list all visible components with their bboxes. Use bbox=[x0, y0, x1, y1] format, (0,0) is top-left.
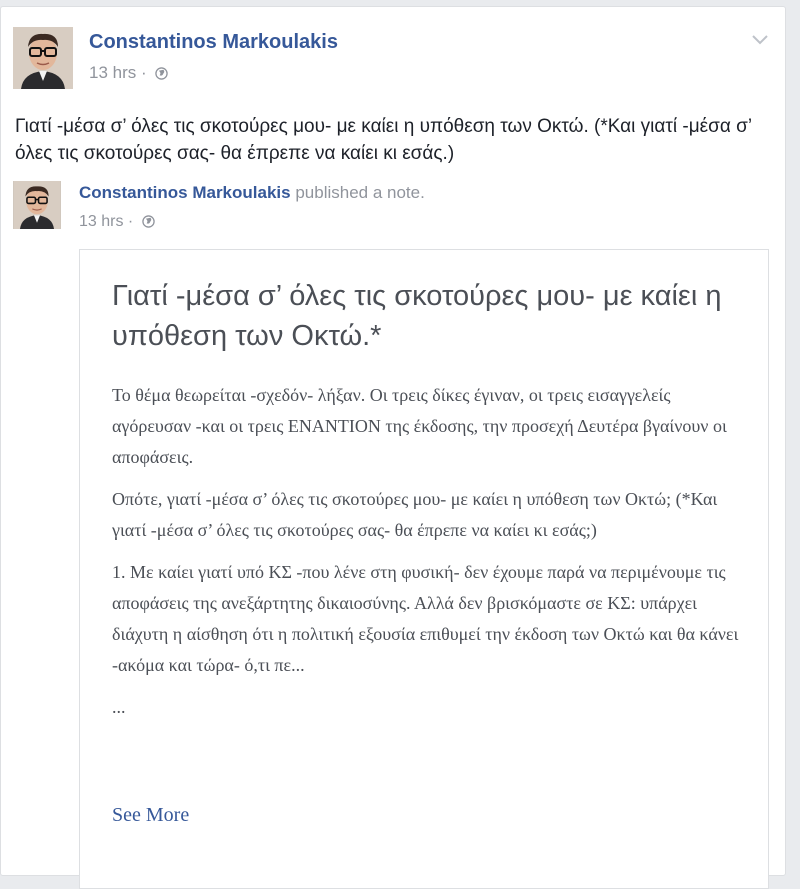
post-author-name[interactable]: Constantinos Markoulakis bbox=[89, 31, 338, 53]
shared-meta bbox=[79, 213, 155, 233]
meta-separator: · bbox=[140, 63, 147, 82]
shared-author-avatar[interactable] bbox=[13, 181, 61, 229]
note-body bbox=[112, 380, 742, 734]
globe-icon[interactable] bbox=[155, 65, 168, 85]
chevron-down-icon[interactable] bbox=[751, 33, 769, 45]
shared-author-name[interactable]: Constantinos Markoulakis bbox=[79, 183, 291, 202]
globe-icon[interactable] bbox=[142, 215, 155, 233]
note-paragraph: 1. Με καίει γιατί υπό ΚΣ -που λένε στη φυσική- δεν έχουμε παρά να περιμένουμε τις αποφάσεις της ανεξάρτητης δικαιοσύνης. Αλλά δεν βρισκόμαστε σε ΚΣ: υπάρχει διάχυτη η αίσθηση ότι η πολιτική εξουσία επιθυμεί την έκδοση των Οκτώ και θα κάνει -ακόμα και τώρα- ό,τι πε... bbox=[112, 562, 739, 675]
post-card bbox=[0, 6, 786, 876]
note-attachment[interactable] bbox=[79, 249, 769, 889]
shared-action: published a note. bbox=[295, 183, 425, 202]
shared-timestamp[interactable]: 13 hrs bbox=[79, 213, 124, 230]
post-meta bbox=[89, 63, 168, 85]
author-avatar[interactable] bbox=[13, 27, 73, 89]
post-text: Γιατί -μέσα σ’ όλες τις σκοτούρες μου- με καίει η υπόθεση των Οκτώ. (*Και γιατί -μέσα σ’ όλες τις σκοτούρες σας- θα έπρεπε να καίει κι εσάς.) bbox=[15, 116, 752, 164]
shared-header bbox=[79, 183, 425, 203]
note-title[interactable]: Γιατί -μέσα σ’ όλες τις σκοτούρες μου- με καίει η υπόθεση των Οκτώ.* bbox=[112, 280, 722, 352]
note-paragraph: Το θέμα θεωρείται -σχεδόν- λήξαν. Οι τρεις δίκες έγιναν, οι τρεις εισαγγελείς αγόρευσαν -και οι τρεις ΕΝΑΝΤΙΟΝ της έκδοσης, την προσεχή Δευτέρα βγαίνουν οι αποφάσεις. bbox=[112, 385, 727, 467]
meta-separator: · bbox=[127, 213, 134, 230]
post-timestamp[interactable]: 13 hrs bbox=[89, 63, 137, 82]
note-ellipsis: ... bbox=[112, 697, 126, 717]
see-more-link[interactable]: See More bbox=[112, 804, 190, 826]
note-paragraph: Οπότε, γιατί -μέσα σ’ όλες τις σκοτούρες μου- με καίει η υπόθεση των Οκτώ; (*Και γιατί -μέσα σ’ όλες τις σκοτούρες σας- θα έπρεπε να καίει κι εσάς;) bbox=[112, 489, 718, 540]
